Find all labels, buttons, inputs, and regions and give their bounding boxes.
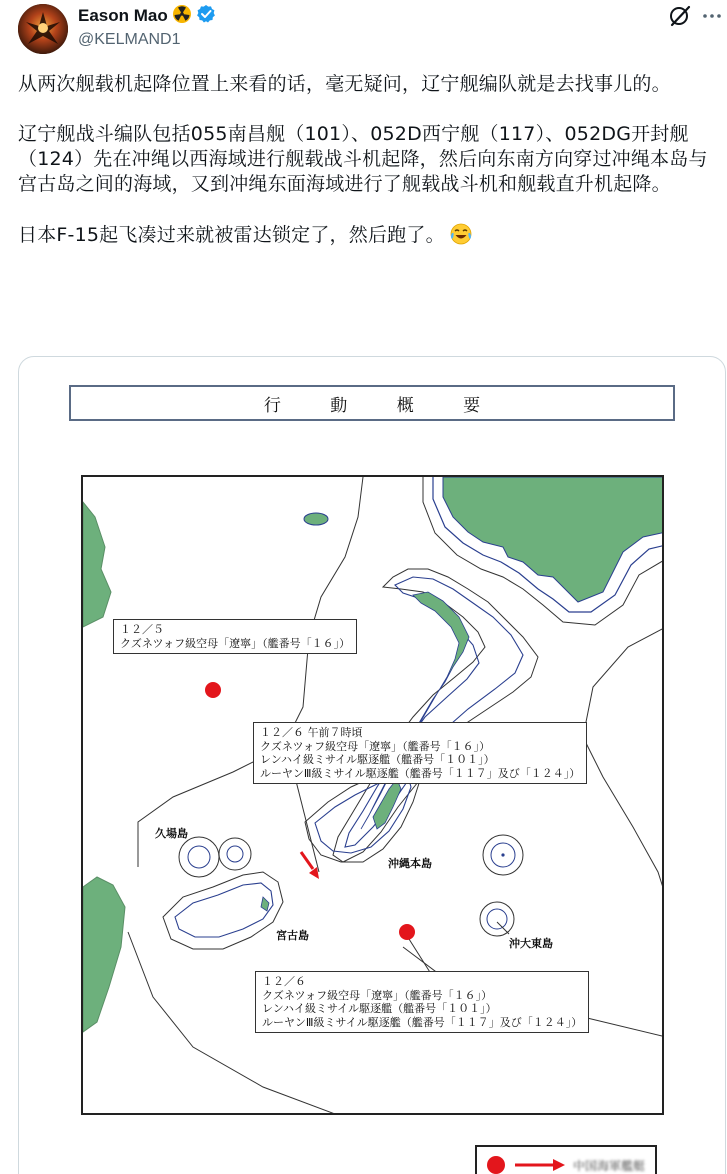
- territorial-sea-kuba-2: [227, 846, 243, 862]
- post-paragraph: 辽宁舰战斗编队包括055南昌舰（101）、052D西宁舰（117）、052DG开封舰（124）先在冲绳以西海域进行舰载战斗机起降，然后向东南方向穿过冲绳本岛与宫古岛之间的海域，又到冲绳东面海域进行了舰载战斗机和舰载直升机起降。: [18, 123, 708, 195]
- territorial-sea-kuba-1: [188, 846, 210, 868]
- author-name[interactable]: Eason Mao: [78, 6, 168, 25]
- tears-of-joy-emoji: [449, 222, 473, 246]
- post-paragraph-last: [18, 222, 718, 248]
- attached-image[interactable]: [18, 356, 726, 1174]
- post-header: [0, 0, 727, 60]
- territorial-sea-okidaito: [487, 909, 507, 929]
- land-miyako: [261, 897, 269, 911]
- callout-dec6-morning: １２／６ 午前７時頃 クズネツォフ級空母「遼寧」（艦番号「１６」） レンハイ級ミサイル駆逐艦（艦番号「１０１」） ルーヤンⅢ級ミサイル駆逐艦（艦番号「１１７」及び「１２４」）: [253, 722, 587, 784]
- map-title-box: [69, 385, 675, 421]
- radioactive-emoji-icon: [172, 4, 192, 28]
- legend-position-marker: [487, 1156, 505, 1174]
- verified-badge-icon: [196, 4, 216, 28]
- territorial-sea-ryukyu: [345, 577, 523, 847]
- callout-dec6: １２／６ クズネツォフ級空母「遼寧」（艦番号「１６」） レンハイ級ミサイル駆逐艦（艦番号「１０１」） ルーヤンⅢ級ミサイル駆逐艦（艦番号「１１７」及び「１２４」）: [255, 971, 589, 1033]
- callout-dec5: １２／５ クズネツォフ級空母「遼寧」（艦番号「１６」）: [113, 619, 357, 654]
- legend-arrow-icon: [515, 1158, 567, 1172]
- map-legend: [475, 1145, 657, 1174]
- land-taiwan: [83, 877, 125, 1032]
- land-ryukyu-islands: [361, 592, 469, 829]
- post-body: [18, 72, 718, 248]
- label-okidaito: 沖大東島: [509, 937, 553, 950]
- more-icon[interactable]: [700, 4, 724, 28]
- position-marker-dec5: [205, 682, 221, 698]
- movement-arrow: [301, 852, 313, 869]
- contiguous-zone-kuba-2: [219, 838, 251, 870]
- territorial-sea-miyako: [175, 883, 273, 937]
- contiguous-zone-kuba-1: [179, 837, 219, 877]
- label-miyako: 宮古島: [276, 929, 309, 942]
- land-island-small: [304, 513, 328, 525]
- label-okinawa: 沖縄本島: [388, 857, 432, 870]
- position-marker-dec6: [399, 924, 415, 940]
- author-handle[interactable]: @KELMAND1: [78, 31, 181, 48]
- contiguous-zone-ryukyu: [333, 569, 538, 862]
- map-title: 行 動 概 要: [263, 395, 503, 416]
- contiguous-zone-miyako: [163, 872, 283, 949]
- map-frame: [81, 475, 664, 1115]
- eez-boundary-west: [138, 477, 363, 867]
- legend-text: 中国海軍艦艇: [573, 1159, 646, 1173]
- eez-boundary-east: [583, 627, 664, 897]
- land-mainland-north: [83, 502, 111, 627]
- land-kyushu: [443, 477, 664, 602]
- author-name-row[interactable]: [78, 5, 216, 27]
- label-kuba: 久場島: [155, 827, 188, 840]
- grok-icon[interactable]: [668, 4, 692, 28]
- post-last-line: 日本F-15起飞凑过来就被雷达锁定了，然后跑了。: [18, 224, 445, 246]
- movement-arrow-head: [309, 867, 319, 879]
- leader-line-okidaito: [497, 922, 509, 934]
- avatar[interactable]: [18, 4, 68, 54]
- island-east: [501, 853, 504, 856]
- contiguous-zone-okidaito: [480, 902, 514, 936]
- post-paragraph: 从两次舰载机起降位置上来看的话，毫无疑问，辽宁舰编队就是去找事儿的。: [18, 73, 671, 95]
